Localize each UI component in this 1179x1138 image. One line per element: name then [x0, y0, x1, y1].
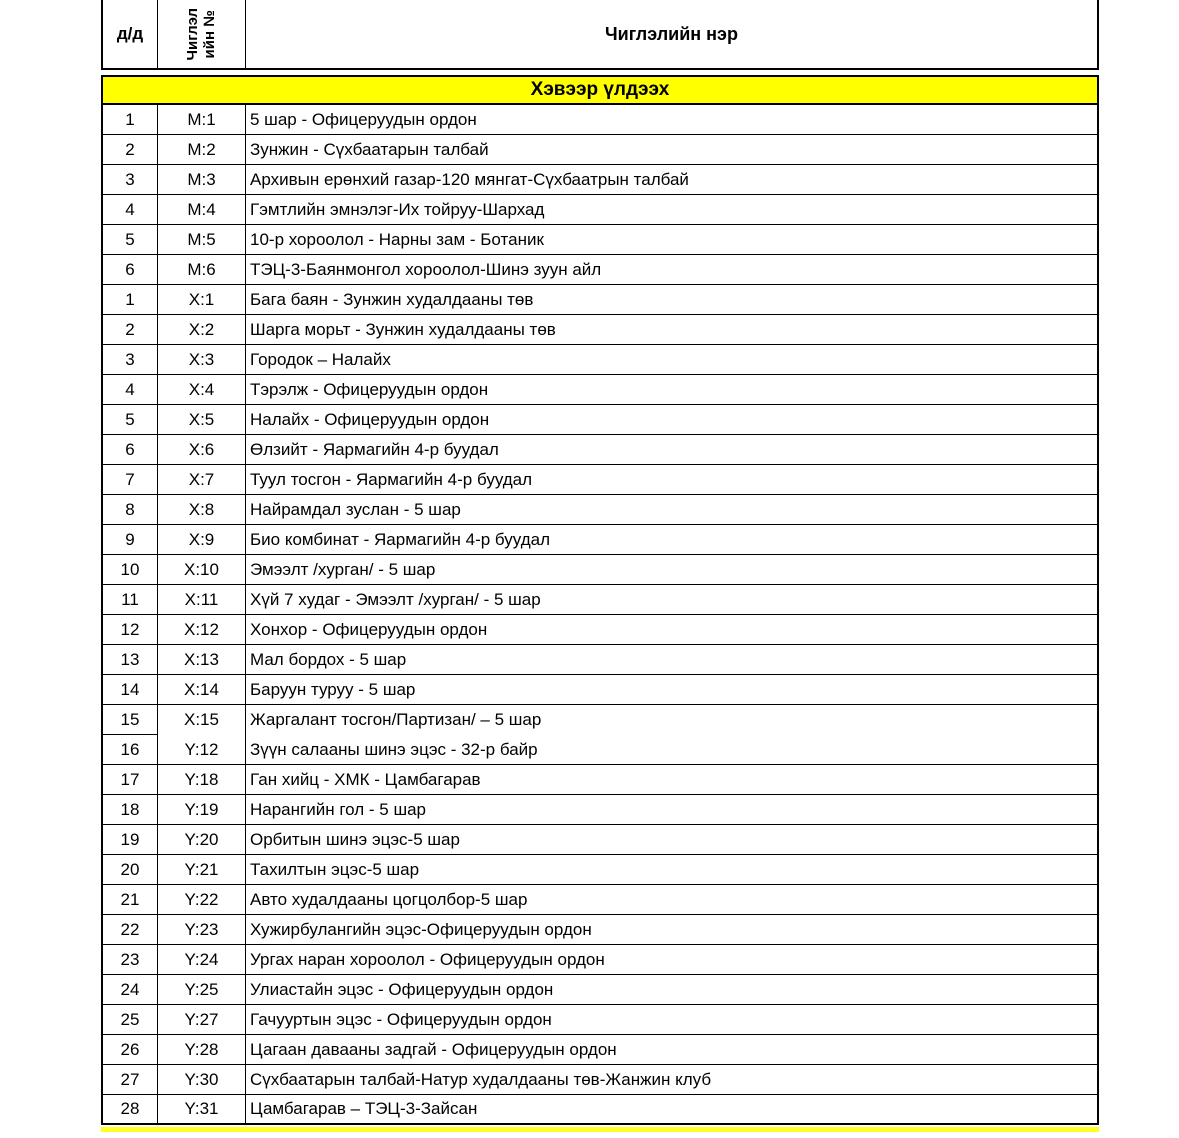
route-name-cell: Зунжин - Сүхбаатарын талбай	[245, 135, 1099, 165]
row-number-cell: 19	[101, 825, 157, 855]
route-code-cell: X:8	[157, 495, 245, 525]
route-code-cell: Y:31	[157, 1095, 245, 1125]
row-number-cell: 4	[101, 195, 157, 225]
route-code-cell: Y:22	[157, 885, 245, 915]
route-name-cell: Био комбинат - Яармагийн 4-р буудал	[245, 525, 1099, 555]
route-code-cell: Y:12	[157, 735, 245, 765]
table-row	[101, 765, 1099, 795]
row-number-cell: 14	[101, 675, 157, 705]
table-row	[101, 975, 1099, 1005]
route-name-cell: Налайх - Офицеруудын ордон	[245, 405, 1099, 435]
table-row	[101, 1065, 1099, 1095]
table-row	[101, 195, 1099, 225]
route-name-cell: Ургах наран хороолол - Офицеруудын ордон	[245, 945, 1099, 975]
row-number-cell: 10	[101, 555, 157, 585]
route-code-cell: Y:27	[157, 1005, 245, 1035]
route-name-cell: 10-р хороолол - Нарны зам - Ботаник	[245, 225, 1099, 255]
route-name-cell: Жаргалант тосгон/Партизан/ – 5 шар	[245, 705, 1099, 735]
route-name-cell: Авто худалдааны цогцолбор-5 шар	[245, 885, 1099, 915]
route-code-cell: Y:19	[157, 795, 245, 825]
table-row	[101, 1095, 1099, 1125]
route-code-cell: Y:18	[157, 765, 245, 795]
table-row	[101, 525, 1099, 555]
table-row	[101, 135, 1099, 165]
table-row	[101, 735, 1099, 765]
route-name-cell: Мал бордох - 5 шар	[245, 645, 1099, 675]
row-number-cell: 13	[101, 645, 157, 675]
route-code-cell: X:5	[157, 405, 245, 435]
row-number-cell: 17	[101, 765, 157, 795]
header-cell-route-code	[157, 0, 245, 70]
row-number-cell: 18	[101, 795, 157, 825]
row-number-cell: 1	[101, 285, 157, 315]
route-code-cell: Y:28	[157, 1035, 245, 1065]
route-code-cell: X:9	[157, 525, 245, 555]
row-number-cell: 12	[101, 615, 157, 645]
table-row	[101, 435, 1099, 465]
header-cell-row-number: д/д	[101, 0, 157, 70]
route-name-cell: Сүхбаатарын талбай-Натур худалдааны төв-Жанжин клуб	[245, 1065, 1099, 1095]
route-code-cell: X:6	[157, 435, 245, 465]
row-number-cell: 26	[101, 1035, 157, 1065]
route-name-cell: Цагаан давааны задгай - Офицеруудын ордон	[245, 1035, 1099, 1065]
route-name-cell: Найрамдал зуслан - 5 шар	[245, 495, 1099, 525]
route-name-cell: Туул тосгон - Яармагийн 4-р буудал	[245, 465, 1099, 495]
table-header-row	[101, 0, 1099, 70]
route-name-cell: Хужирбулангийн эцэс-Офицеруудын ордон	[245, 915, 1099, 945]
row-number-cell: 23	[101, 945, 157, 975]
table-row	[101, 285, 1099, 315]
table-row	[101, 315, 1099, 345]
row-number-cell: 6	[101, 435, 157, 465]
row-number-cell: 3	[101, 165, 157, 195]
route-table	[101, 0, 1099, 1132]
table-row	[101, 945, 1099, 975]
route-code-cell: Y:20	[157, 825, 245, 855]
row-number-cell: 20	[101, 855, 157, 885]
route-name-cell: Городок – Налайх	[245, 345, 1099, 375]
table-row	[101, 165, 1099, 195]
route-name-cell: Хонхор - Офицеруудын ордон	[245, 615, 1099, 645]
row-number-cell: 7	[101, 465, 157, 495]
row-number-cell: 1	[101, 105, 157, 135]
route-code-cell: X:14	[157, 675, 245, 705]
row-number-cell: 27	[101, 1065, 157, 1095]
row-number-cell: 21	[101, 885, 157, 915]
route-code-header-line1: Чиглэл	[184, 7, 202, 61]
table-row	[101, 855, 1099, 885]
table-row	[101, 225, 1099, 255]
table-body	[101, 105, 1099, 1125]
table-row	[101, 585, 1099, 615]
route-code-cell: X:2	[157, 315, 245, 345]
route-code-cell: X:7	[157, 465, 245, 495]
route-name-cell: Архивын ерөнхий газар-120 мянгат-Сүхбаатрын талбай	[245, 165, 1099, 195]
route-code-header-rotated-label	[184, 8, 219, 61]
table-row	[101, 105, 1099, 135]
route-code-cell: X:11	[157, 585, 245, 615]
route-name-cell: 5 шар - Офицеруудын ордон	[245, 105, 1099, 135]
route-code-cell: X:3	[157, 345, 245, 375]
route-code-cell: Y:25	[157, 975, 245, 1005]
table-row	[101, 405, 1099, 435]
table-row	[101, 465, 1099, 495]
row-number-cell: 8	[101, 495, 157, 525]
route-name-cell: Өлзийт - Яармагийн 4-р буудал	[245, 435, 1099, 465]
row-number-cell: 9	[101, 525, 157, 555]
route-name-cell: Зүүн салааны шинэ эцэс - 32-р байр	[245, 735, 1099, 765]
route-name-cell: Хүй 7 худаг - Эмээлт /хурган/ - 5 шар	[245, 585, 1099, 615]
route-code-cell: M:6	[157, 255, 245, 285]
row-number-cell: 5	[101, 405, 157, 435]
table-row	[101, 255, 1099, 285]
table-row	[101, 615, 1099, 645]
route-code-cell: Y:23	[157, 915, 245, 945]
route-name-cell: Гэмтлийн эмнэлэг-Их тойруу-Шархад	[245, 195, 1099, 225]
next-section-banner-sliver	[101, 1127, 1099, 1132]
route-code-cell: X:4	[157, 375, 245, 405]
row-number-cell: 28	[101, 1095, 157, 1125]
table-row	[101, 795, 1099, 825]
route-code-cell: X:12	[157, 615, 245, 645]
row-number-cell: 11	[101, 585, 157, 615]
route-name-cell: Орбитын шинэ эцэс-5 шар	[245, 825, 1099, 855]
route-code-cell: M:2	[157, 135, 245, 165]
row-number-cell: 2	[101, 135, 157, 165]
table-row	[101, 375, 1099, 405]
row-number-cell: 5	[101, 225, 157, 255]
route-name-cell: Нарангийн гол - 5 шар	[245, 795, 1099, 825]
route-code-cell: M:5	[157, 225, 245, 255]
route-code-cell: X:15	[157, 705, 245, 735]
route-code-cell: M:1	[157, 105, 245, 135]
route-code-cell: X:1	[157, 285, 245, 315]
route-code-cell: Y:24	[157, 945, 245, 975]
route-code-cell: M:4	[157, 195, 245, 225]
section-banner: Хэвээр үлдээх	[101, 75, 1099, 105]
table-row	[101, 705, 1099, 735]
route-code-cell: X:10	[157, 555, 245, 585]
route-name-cell: Улиастайн эцэс - Офицеруудын ордон	[245, 975, 1099, 1005]
table-row	[101, 555, 1099, 585]
route-code-cell: M:3	[157, 165, 245, 195]
row-number-cell: 6	[101, 255, 157, 285]
route-name-cell: Бага баян - Зунжин худалдааны төв	[245, 285, 1099, 315]
route-code-cell: Y:21	[157, 855, 245, 885]
table-row	[101, 915, 1099, 945]
table-row	[101, 885, 1099, 915]
route-name-cell: Цамбагарав – ТЭЦ-3-Зайсан	[245, 1095, 1099, 1125]
route-name-cell: Тахилтын эцэс-5 шар	[245, 855, 1099, 885]
table-row	[101, 1035, 1099, 1065]
route-code-cell: X:13	[157, 645, 245, 675]
row-number-cell: 3	[101, 345, 157, 375]
row-number-cell: 15	[101, 705, 157, 735]
row-number-cell: 16	[101, 735, 157, 765]
route-name-cell: Гачууртын эцэс - Офицеруудын ордон	[245, 1005, 1099, 1035]
table-row	[101, 1005, 1099, 1035]
header-cell-route-name: Чиглэлийн нэр	[245, 0, 1099, 70]
route-name-cell: ТЭЦ-3-Баянмонгол хороолол-Шинэ зуун айл	[245, 255, 1099, 285]
route-name-cell: Эмээлт /хурган/ - 5 шар	[245, 555, 1099, 585]
table-row	[101, 345, 1099, 375]
row-number-cell: 22	[101, 915, 157, 945]
row-number-cell: 2	[101, 315, 157, 345]
route-code-cell: Y:30	[157, 1065, 245, 1095]
route-name-cell: Тэрэлж - Офицеруудын ордон	[245, 375, 1099, 405]
table-row	[101, 645, 1099, 675]
row-number-cell: 25	[101, 1005, 157, 1035]
route-code-header-line2: ийн №	[201, 9, 219, 59]
table-row	[101, 675, 1099, 705]
row-number-cell: 24	[101, 975, 157, 1005]
row-number-cell: 4	[101, 375, 157, 405]
table-row	[101, 825, 1099, 855]
route-name-cell: Баруун туруу - 5 шар	[245, 675, 1099, 705]
route-name-cell: Шарга морьт - Зунжин худалдааны төв	[245, 315, 1099, 345]
route-name-cell: Ган хийц - ХМК - Цамбагарав	[245, 765, 1099, 795]
table-row	[101, 495, 1099, 525]
